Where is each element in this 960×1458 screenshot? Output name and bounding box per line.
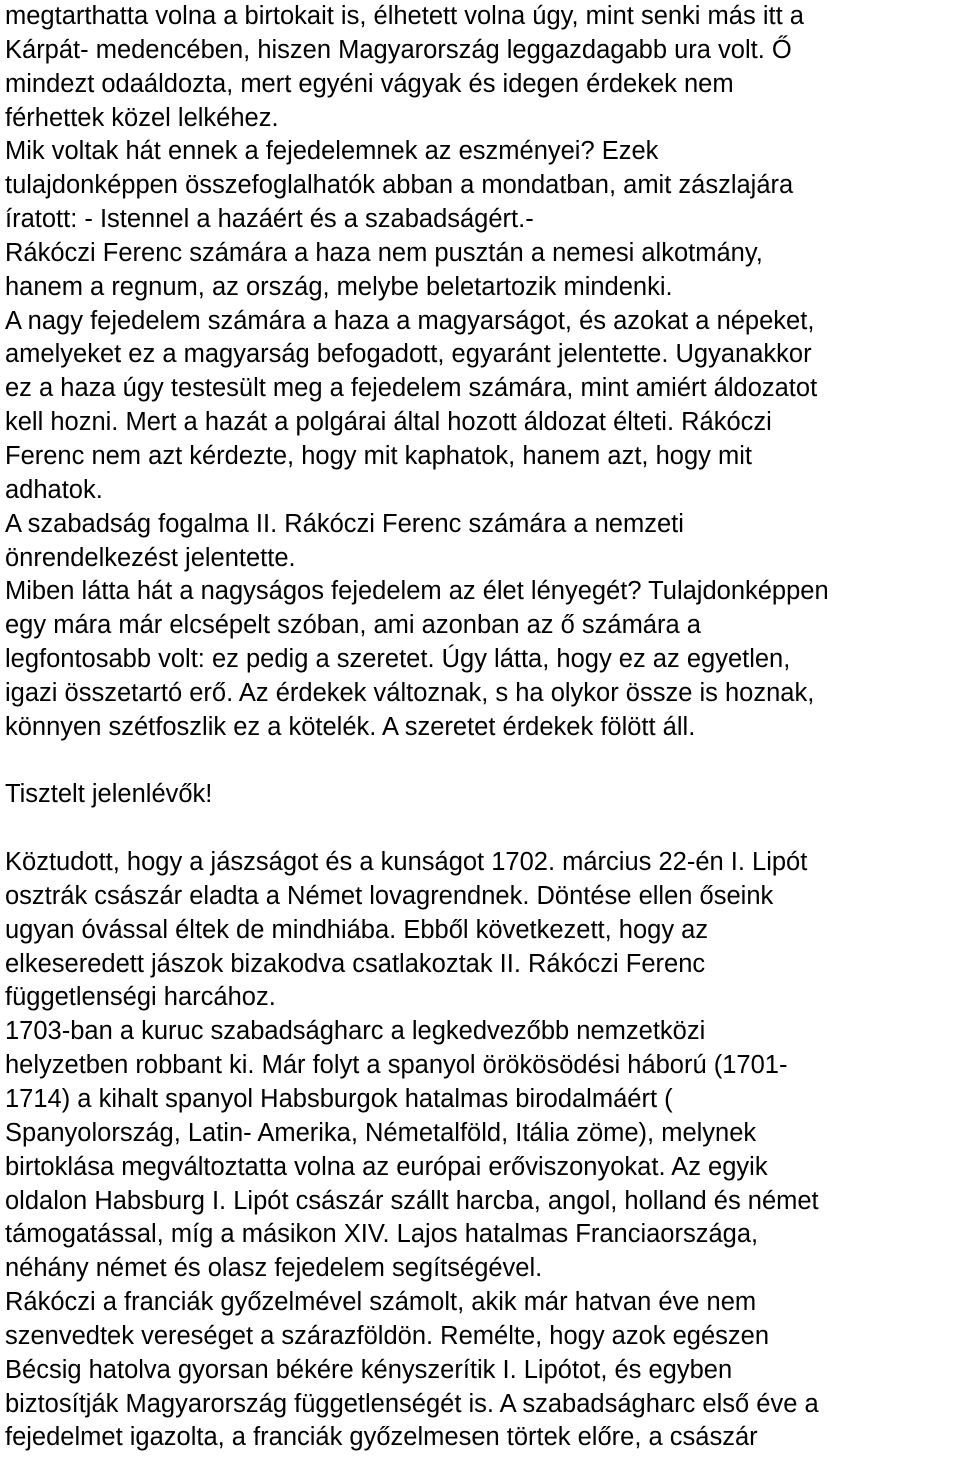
text-line: íratott: - Istennel a hazáért és a szabadságért.-	[5, 205, 534, 234]
text-line: megtarthatta volna a birtokait is, élhetett volna úgy, mint senki más itt a	[5, 2, 804, 30]
text-line: Rákóczi a franciák győzelmével számolt, akik már hatvan éve nem	[5, 1288, 757, 1317]
text-line: osztrák császár eladta a Német lovagrendnek. Döntése ellen őseink	[5, 881, 774, 910]
text-line: férhettek közel lelkéhez.	[5, 103, 279, 132]
text-line: mindezt odaáldozta, mert egyéni vágyak és idegen érdekek nem	[5, 69, 734, 98]
text-line: támogatással, míg a másikon XIV. Lajos hatalmas Franciaországa,	[5, 1220, 759, 1249]
text-line: A nagy fejedelem számára a haza a magyarságot, és azokat a népeket,	[5, 306, 815, 335]
blank-line	[5, 745, 955, 779]
text-line: önrendelkezést jelentette.	[5, 543, 296, 572]
greeting-line: Tisztelt jelenlévők!	[5, 780, 213, 809]
text-line: ugyan óvással éltek de mindhiába. Ebből következett, hogy az	[5, 915, 709, 944]
text-line: birtoklása megváltoztatta volna az európai erőviszonyokat. Az egyik	[5, 1152, 768, 1181]
text-line: hanem a regnum, az ország, melybe beletartozik mindenki.	[5, 272, 673, 301]
text-line: tulajdonképpen összefoglalhatók abban a mondatban, amit zászlajára	[5, 171, 794, 200]
text-line: 1703-ban a kuruc szabadságharc a legkedvezőbb nemzetközi	[5, 1017, 706, 1046]
text-line: kell hozni. Mert a hazát a polgárai által hozott áldozat élteti. Rákóczi	[5, 408, 772, 437]
text-line: néhány német és olasz fejedelem segítségével.	[5, 1254, 543, 1283]
text-line: Ferenc nem azt kérdezte, hogy mit kaphatok, hanem azt, hogy mit	[5, 441, 752, 470]
text-line: oldalon Habsburg I. Lipót császár szállt harcba, angol, holland és német	[5, 1186, 819, 1215]
text-line: egy mára már elcsépelt szóban, ami azonban az ő számára a	[5, 611, 701, 640]
text-line: könnyen szétfoszlik ez a kötelék. A szeretet érdekek fölött áll.	[5, 712, 696, 741]
text-line: igazi összetartó erő. Az érdekek változnak, s ha olykor össze is hoznak,	[5, 678, 815, 707]
text-line: Spanyolország, Latin- Amerika, Németalföld, Itália zöme), melynek	[5, 1118, 757, 1147]
document-page	[5, 0, 955, 1455]
text-line: elkeseredett jászok bizakodva csatlakoztak II. Rákóczi Ferenc	[5, 949, 706, 978]
text-line: Kárpát- medencében, hiszen Magyarország leggazdagabb ura volt. Ő	[5, 35, 792, 64]
text-line: ez a haza úgy testesült meg a fejedelem számára, mint amiért áldozatot	[5, 374, 818, 403]
text-line: Köztudott, hogy a jászságot és a kunságot 1702. március 22-én I. Lipót	[5, 848, 808, 877]
text-line: A szabadság fogalma II. Rákóczi Ferenc számára a nemzeti	[5, 509, 684, 538]
text-line: függetlenségi harcához.	[5, 983, 276, 1012]
text-line: Rákóczi Ferenc számára a haza nem pusztán a nemesi alkotmány,	[5, 238, 763, 267]
text-line: fejedelmet igazolta, a franciák győzelmesen törtek előre, a császár	[5, 1423, 758, 1452]
text-line: Miben látta hát a nagyságos fejedelem az élet lényegét? Tulajdonképpen	[5, 577, 829, 606]
text-line: 1714) a kihalt spanyol Habsburgok hatalmas birodalmáért (	[5, 1085, 673, 1113]
text-line: legfontosabb volt: ez pedig a szeretet. Úgy látta, hogy ez az egyetlen,	[5, 645, 791, 674]
text-line: biztosítják Magyarország függetlenségét is. A szabadságharc első éve a	[5, 1389, 819, 1418]
text-line: helyzetben robbant ki. Már folyt a spanyol örökösödési háború (1701-	[5, 1051, 788, 1080]
blank-line	[5, 812, 955, 846]
text-line: Bécsig hatolva gyorsan békére kényszerítik I. Lipótot, és egyben	[5, 1355, 733, 1384]
text-line: Mik voltak hát ennek a fejedelemnek az eszményei? Ezek	[5, 137, 659, 166]
text-line: szenvedtek vereséget a szárazföldön. Remélte, hogy azok egészen	[5, 1321, 770, 1350]
text-line: amelyeket ez a magyarság befogadott, egyaránt jelentette. Ugyanakkor	[5, 340, 812, 369]
text-line: adhatok.	[5, 475, 103, 504]
